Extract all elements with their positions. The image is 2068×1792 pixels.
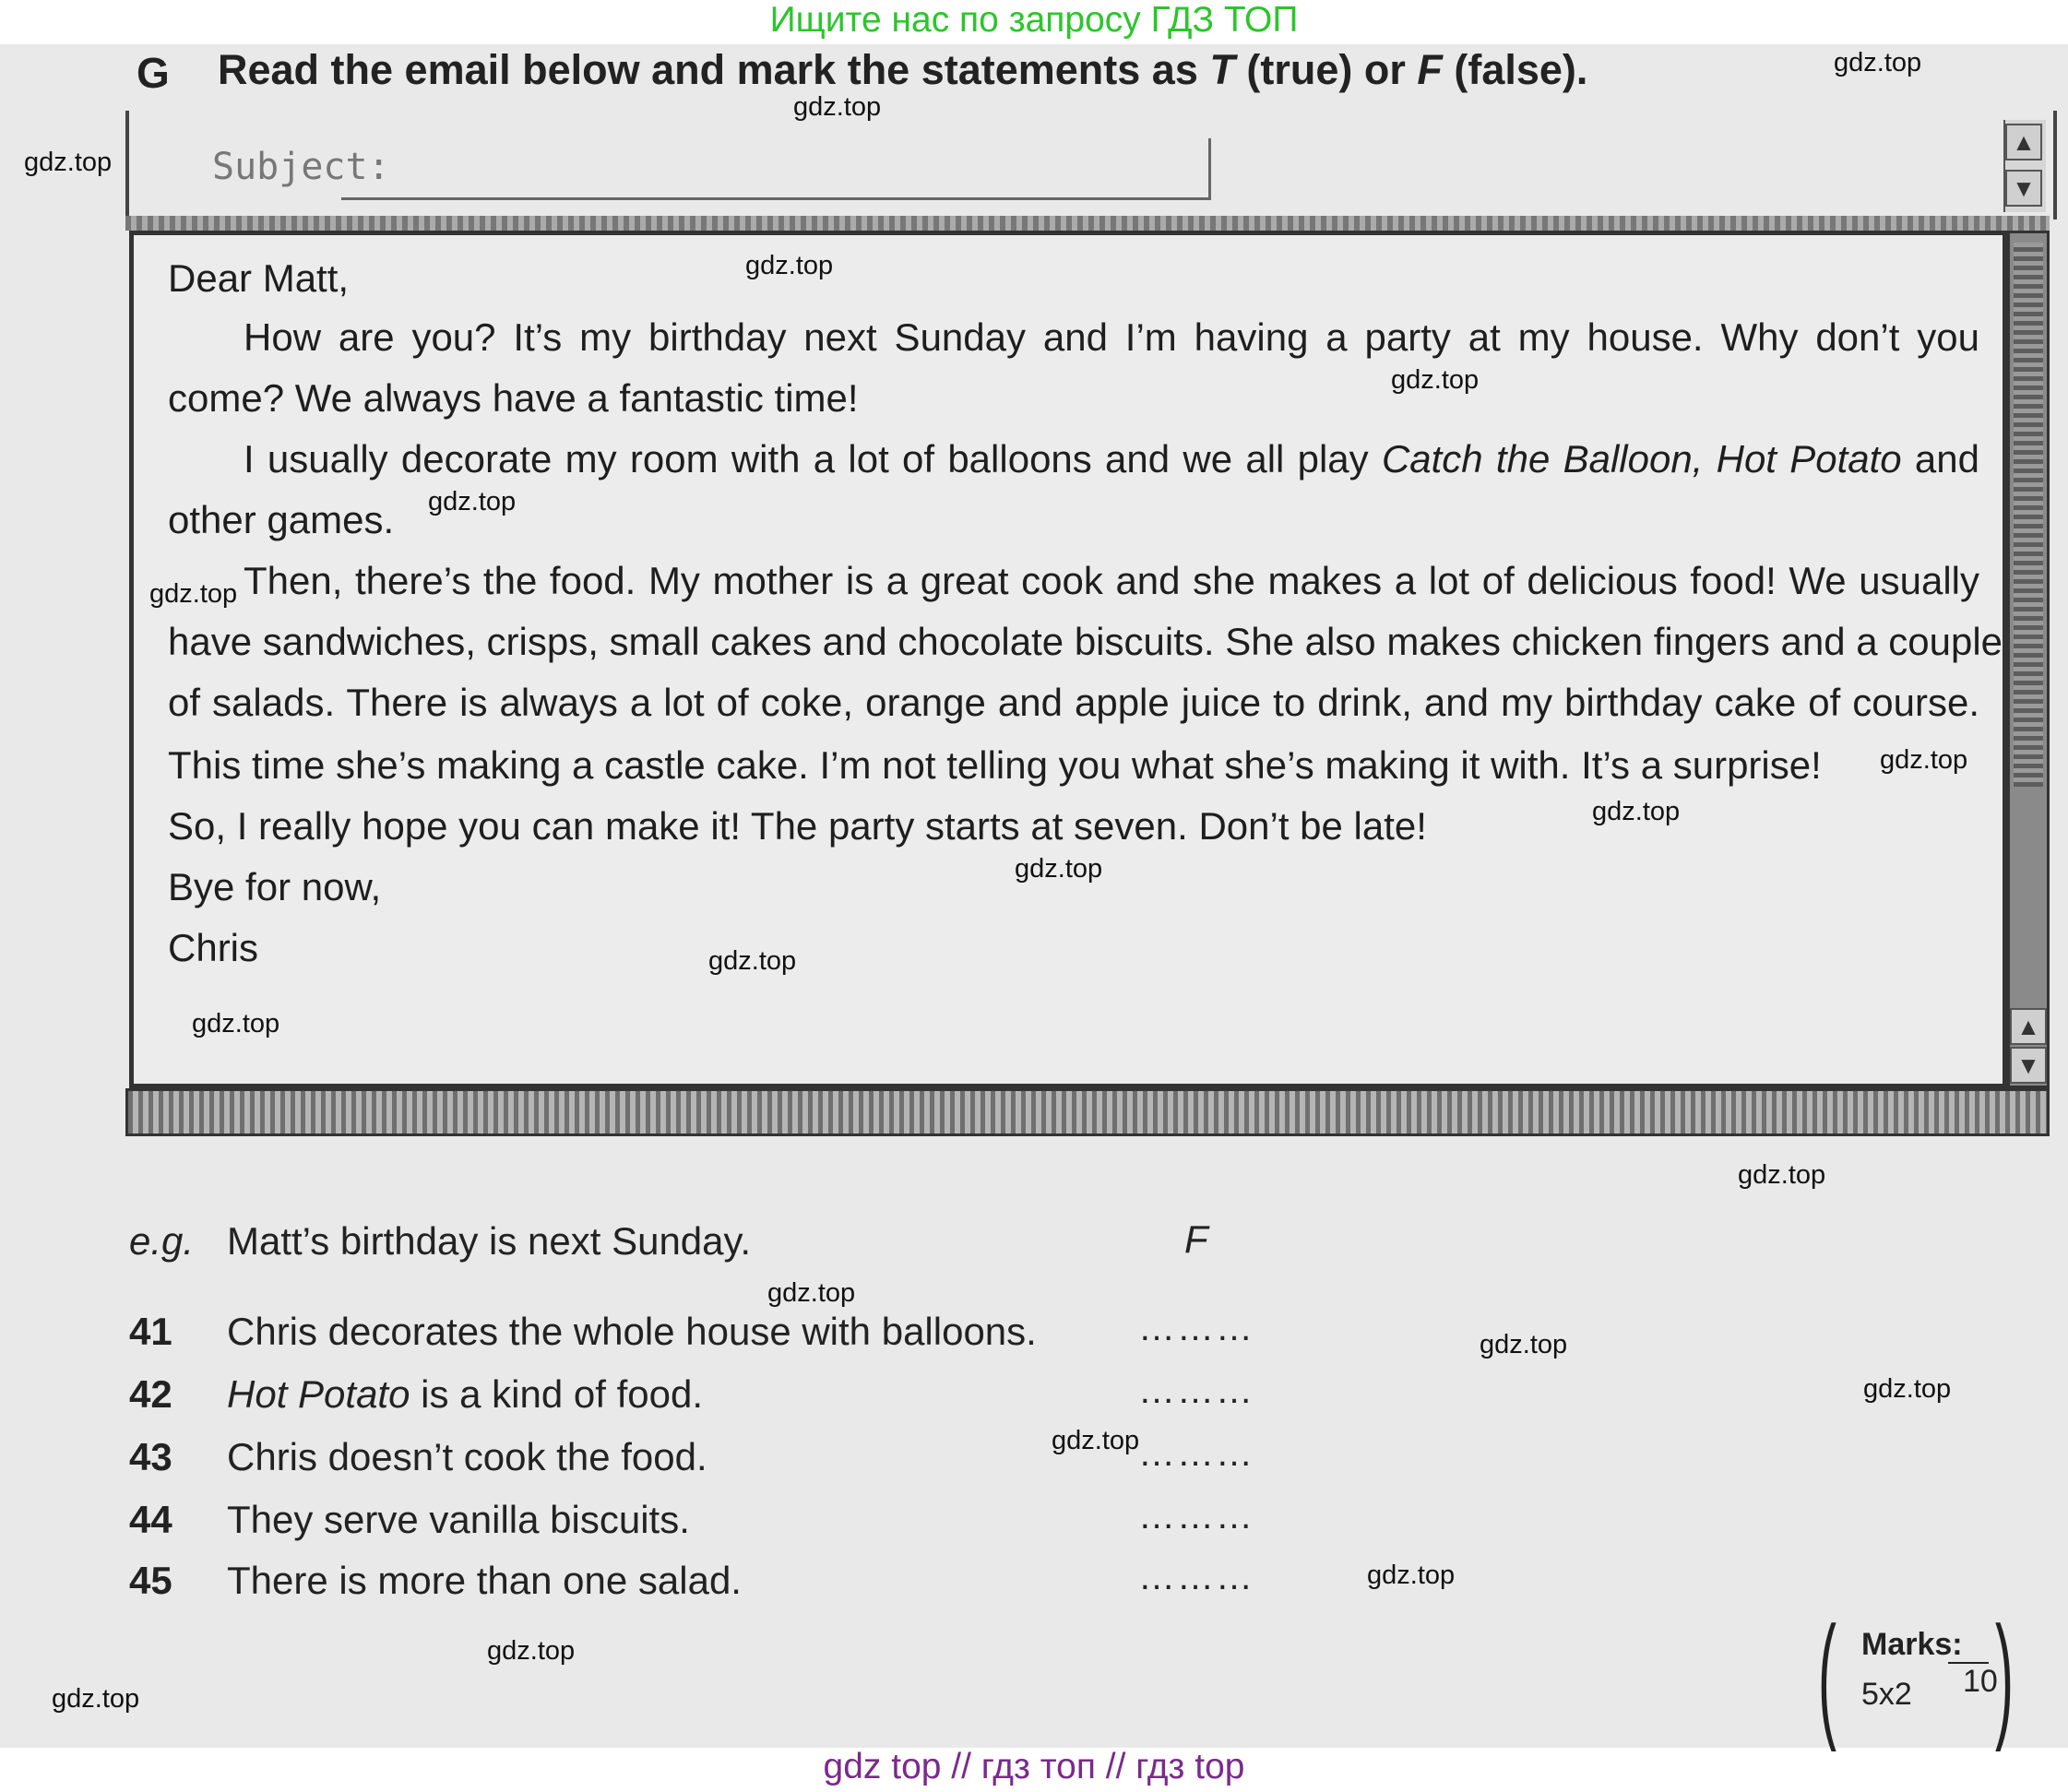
watermark: gdz.top xyxy=(793,92,882,122)
watermark: gdz.top xyxy=(1738,1160,1826,1190)
game-names: Catch the Balloon, Hot Potato xyxy=(1381,437,1902,481)
watermark: gdz.top xyxy=(192,1009,280,1038)
task-letter: G xyxy=(137,49,170,97)
email-line: So, I really hope you can make it! The party starts at seven. Don’t be late! xyxy=(168,804,1427,848)
email-line-text: and xyxy=(1901,437,1979,481)
watermark: gdz.top xyxy=(1391,365,1480,395)
email-greeting: Dear Matt, xyxy=(168,256,350,300)
search-banner[interactable]: Ищите нас по запросу ГДЗ ТОП xyxy=(769,0,1299,40)
watermark: gdz.top xyxy=(1880,745,1968,775)
watermark: gdz.top xyxy=(24,148,113,177)
statement-number: 42 xyxy=(129,1372,172,1416)
statement-number: 45 xyxy=(129,1559,172,1602)
triangle-down-icon[interactable]: ▼ xyxy=(2005,170,2042,207)
scrollbar-thumb[interactable] xyxy=(2014,243,2043,787)
body-scrollbar[interactable] xyxy=(2007,231,2050,1088)
statement-text: They serve vanilla biscuits. xyxy=(227,1498,690,1541)
triangle-down-icon[interactable]: ▼ xyxy=(2010,1047,2047,1084)
right-paren: ) xyxy=(1994,1597,2014,1752)
marks-total: 10 xyxy=(1963,1664,1998,1699)
statement-text: Chris doesn’t cook the food. xyxy=(227,1435,707,1478)
watermark: gdz.top xyxy=(708,946,797,976)
answer-blank[interactable]: ……… xyxy=(1138,1433,1254,1474)
horizontal-scrollbar[interactable] xyxy=(125,1088,2050,1136)
triangle-up-icon[interactable]: ▲ xyxy=(2005,124,2042,160)
statement-text: There is more than one salad. xyxy=(227,1559,742,1602)
marks-box xyxy=(1817,1597,2029,1752)
subject-field[interactable] xyxy=(341,138,1211,200)
email-line: This time she’s making a castle cake. I’m not telling you what she’s making it with. It’s a surprise! xyxy=(168,743,1822,787)
email-line: come? We always have a fantastic time! xyxy=(168,376,859,420)
true-letter: T xyxy=(1209,46,1235,93)
game-name: Hot Potato xyxy=(227,1372,410,1416)
statement-number: 41 xyxy=(129,1310,172,1353)
subject-label: Subject: xyxy=(212,146,390,188)
watermark: gdz.top xyxy=(1480,1330,1568,1359)
watermark: gdz.top xyxy=(1052,1426,1140,1455)
email-signature: Chris xyxy=(168,926,259,969)
email-line: of salads. There is always a lot of coke, orange and apple juice to drink, and my birthday cake of course. xyxy=(168,681,1979,724)
watermark: gdz.top xyxy=(745,251,834,280)
email-line-text: How are you? It’s my birthday next Sunday and I’m having a party at my house. Why don’t you xyxy=(244,315,1979,359)
watermark: gdz.top xyxy=(149,579,238,609)
email-line: other games. xyxy=(168,498,395,541)
example-label: e.g. xyxy=(129,1219,195,1263)
task-instruction xyxy=(218,46,1587,94)
example-answer: F xyxy=(1184,1217,1210,1261)
example-statement: Matt’s birthday is next Sunday. xyxy=(227,1219,752,1263)
watermark: gdz.top xyxy=(1863,1374,1952,1404)
statement-number: 43 xyxy=(129,1435,172,1478)
email-closing: Bye for now, xyxy=(168,865,382,908)
false-letter: F xyxy=(1417,46,1443,93)
watermark: gdz.top xyxy=(1834,48,1922,77)
watermark: gdz.top xyxy=(428,487,517,516)
watermark: gdz.top xyxy=(1367,1561,1456,1590)
marks-calc: 5x2 xyxy=(1861,1677,1912,1712)
instruction-start: Read the email below and mark the statements as xyxy=(218,46,1210,93)
left-paren: ( xyxy=(1817,1597,1836,1752)
instruction-end: (false). xyxy=(1442,46,1588,93)
watermark: gdz.top xyxy=(767,1278,856,1308)
footer-links[interactable]: gdz top // гдз топ // гдз top xyxy=(823,1747,1245,1786)
watermark: gdz.top xyxy=(52,1684,140,1714)
email-line xyxy=(168,437,1979,481)
email-line xyxy=(168,559,1979,603)
watermark: gdz.top xyxy=(487,1636,576,1666)
statement-text: Chris decorates the whole house with balloons. xyxy=(227,1310,1037,1353)
triangle-up-icon[interactable]: ▲ xyxy=(2010,1008,2047,1045)
email-line xyxy=(168,315,1979,360)
email-line-text: I usually decorate my room with a lot of balloons and we all play xyxy=(244,437,1382,481)
marks-label: Marks: xyxy=(1861,1627,1963,1662)
email-line-text: Then, there’s the food. My mother is a great cook and she makes a lot of delicious food! We usually xyxy=(244,559,1979,602)
header-scrollbar[interactable] xyxy=(2003,120,2046,212)
answer-blank[interactable]: ……… xyxy=(1138,1496,1254,1537)
answer-blank[interactable]: ……… xyxy=(1138,1557,1254,1597)
header-divider[interactable] xyxy=(125,216,2050,231)
instruction-mid: (true) or xyxy=(1234,46,1418,93)
watermark: gdz.top xyxy=(1015,854,1103,884)
statement-number: 44 xyxy=(129,1498,172,1541)
statement-text xyxy=(227,1372,703,1417)
answer-blank[interactable]: ……… xyxy=(1138,1371,1254,1411)
statement-text-rest: is a kind of food. xyxy=(410,1372,703,1416)
watermark: gdz.top xyxy=(1592,797,1681,826)
answer-blank[interactable]: ……… xyxy=(1138,1308,1254,1348)
email-line: have sandwiches, crisps, small cakes and chocolate biscuits. She also makes chicken fingers and a couple xyxy=(168,620,2003,663)
